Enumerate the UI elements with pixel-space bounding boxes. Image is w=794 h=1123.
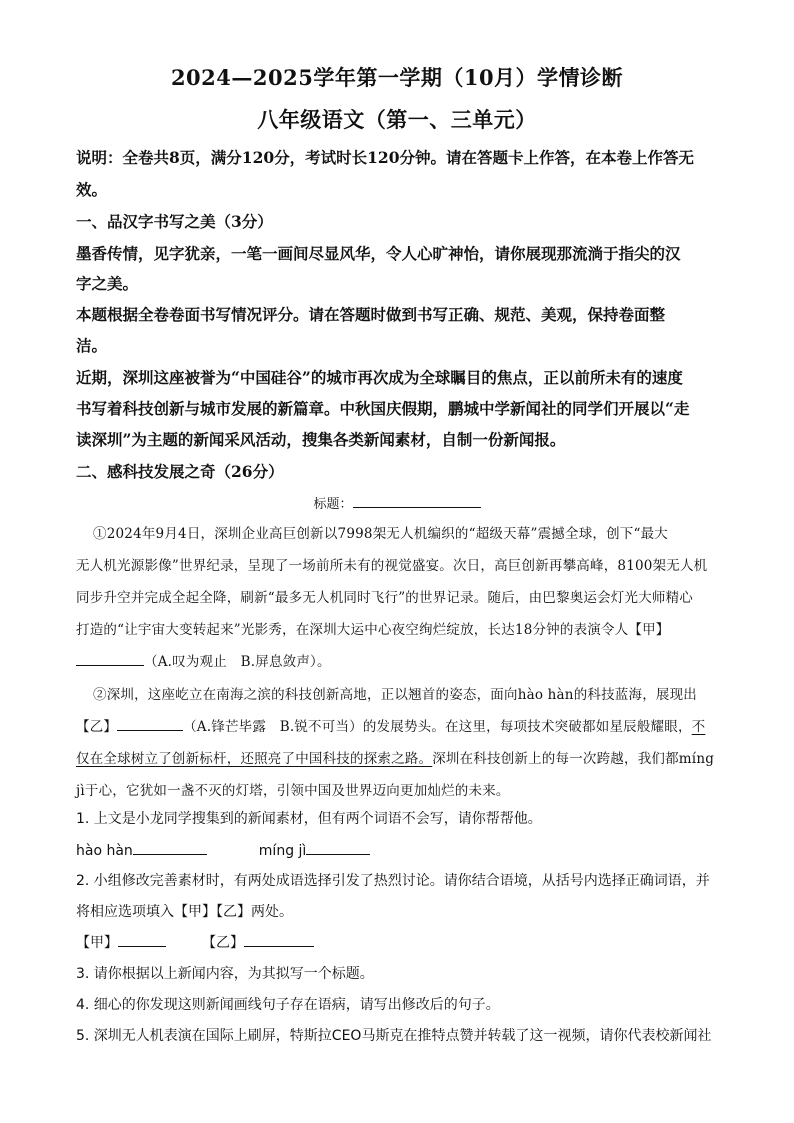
news-title-row bbox=[0, 493, 794, 512]
question-5: 5. 深圳无人机表演在国际上刷屏，特斯拉CEO马斯克在推特点赞并转载了这一视频，请你代表校新闻社 bbox=[76, 1028, 712, 1044]
question-1-answers bbox=[76, 840, 724, 859]
section1-heading: 一、品汉字书写之美（3分） bbox=[76, 212, 273, 231]
question-1: 1. 上文是小龙同学搜集到的新闻素材，但有两个词语不会写，请你帮帮他。 bbox=[76, 811, 542, 827]
instructions-line-1: 说明：全卷共8页，满分120分，考试时长120分钟。请在答题卡上作答，在本卷上作答无 bbox=[76, 148, 694, 167]
pinyin-haohan: hào hàn bbox=[76, 843, 133, 859]
section1-paragraph-line: 洁。 bbox=[76, 336, 108, 355]
news-text: 深圳在科技创新上的每一次跨越，我们都míng bbox=[432, 751, 715, 767]
news-title-blank[interactable] bbox=[353, 493, 481, 508]
yi-label: 【乙】 bbox=[202, 935, 244, 951]
news-paragraph-2-line: ②深圳，这座屹立在南海之滨的科技创新高地，正以翘首的姿态，面向hào hàn的科技蓝海，展现出 bbox=[93, 687, 697, 703]
mingji-answer-blank[interactable] bbox=[306, 840, 370, 855]
news-paragraph-2-line bbox=[76, 715, 724, 735]
news-paragraph-1-line: 无人机光源影像”世界纪录，呈现了一场前所未有的视觉盛宴。次日，高巨创新再攀高峰，8100架无人机 bbox=[76, 558, 708, 574]
intro-paragraph-line: 近期，深圳这座被誉为“中国硅谷”的城市再次成为全球瞩目的焦点，正以前所未有的速度 bbox=[76, 368, 683, 387]
underlined-sentence-start: 不 bbox=[691, 719, 706, 735]
news-title-label: 标题： bbox=[313, 497, 353, 512]
news-paragraph-1-line: ①2024年9月4日，深圳企业高巨创新以7998架无人机编织的“超级天幕”震撼全球，创下“最大 bbox=[93, 526, 668, 542]
news-paragraph-1-line: 打造的“让宇宙大变转起来”光影秀，在深圳大运中心夜空绚烂绽放，长达18分钟的表演令人【甲】 bbox=[76, 622, 670, 638]
question-4: 4. 细心的你发现这则新闻画线句子存在语病，请写出修改后的句子。 bbox=[76, 997, 500, 1013]
section2-heading: 二、感科技发展之奇（26分） bbox=[76, 462, 284, 481]
news-paragraph-1-line: 同步升空并完成全起全降，刷新“最多无人机同时飞行”的世界记录。随后，由巴黎奥运会灯光大师精心 bbox=[76, 590, 694, 606]
exam-title: 2024—2025学年第一学期（10月）学情诊断 bbox=[170, 65, 624, 90]
jia-options: （A.叹为观止 B.屏息敛声）。 bbox=[144, 654, 331, 670]
question-2-line: 将相应选项填入【甲】【乙】两处。 bbox=[76, 904, 293, 920]
section1-paragraph-line: 墨香传情，见字犹亲，一笔一画间尽显风华，令人心旷神怡，请你展现那流淌于指尖的汉 bbox=[76, 244, 681, 263]
news-paragraph-2-line bbox=[76, 747, 724, 767]
jia-label: 【甲】 bbox=[76, 935, 118, 951]
intro-paragraph-line: 书写着科技创新与城市发展的新篇章。中秋国庆假期，鹏城中学新闻社的同学们开展以“走 bbox=[76, 399, 690, 418]
jia-answer-blank[interactable] bbox=[76, 651, 144, 666]
intro-paragraph-line: 读深圳”为主题的新闻采风活动，搜集各类新闻素材，自制一份新闻报。 bbox=[76, 430, 566, 449]
yi-options: （A.锋芒毕露 B.锐不可当）的发展势头。在这里，每项技术突破都如星辰般耀眼， bbox=[183, 719, 692, 735]
news-paragraph-2-line: jì于心，它犹如一盏不灭的灯塔，引领中国及世界迈向更加灿烂的未来。 bbox=[76, 783, 510, 799]
question-3: 3. 请你根据以上新闻内容，为其拟写一个标题。 bbox=[76, 966, 374, 982]
yi-answer-blank[interactable] bbox=[117, 716, 183, 731]
exam-subtitle: 八年级语文（第一、三单元） bbox=[257, 107, 537, 132]
pinyin-mingji: míng jì bbox=[258, 843, 307, 859]
question-2-answers bbox=[76, 932, 724, 952]
yi-marker: 【乙】 bbox=[76, 719, 118, 735]
yi-fill-blank[interactable] bbox=[244, 932, 314, 947]
section1-paragraph-line: 本题根据全卷卷面书写情况评分。请在答题时做到书写正确、规范、美观，保持卷面整 bbox=[76, 305, 666, 324]
haohan-answer-blank[interactable] bbox=[133, 840, 207, 855]
instructions-line-2: 效。 bbox=[76, 180, 108, 199]
news-paragraph-1-last-line bbox=[76, 650, 724, 670]
underlined-sentence: 仅在全球树立了创新标杆，还照亮了中国科技的探索之路。 bbox=[76, 751, 433, 767]
question-2-line: 2. 小组修改完善素材时，有两处成语选择引发了热烈讨论。请你结合语境，从括号内选择正确词语，并 bbox=[76, 873, 710, 889]
jia-fill-blank[interactable] bbox=[118, 932, 166, 947]
section1-paragraph-line: 字之美。 bbox=[76, 274, 139, 293]
